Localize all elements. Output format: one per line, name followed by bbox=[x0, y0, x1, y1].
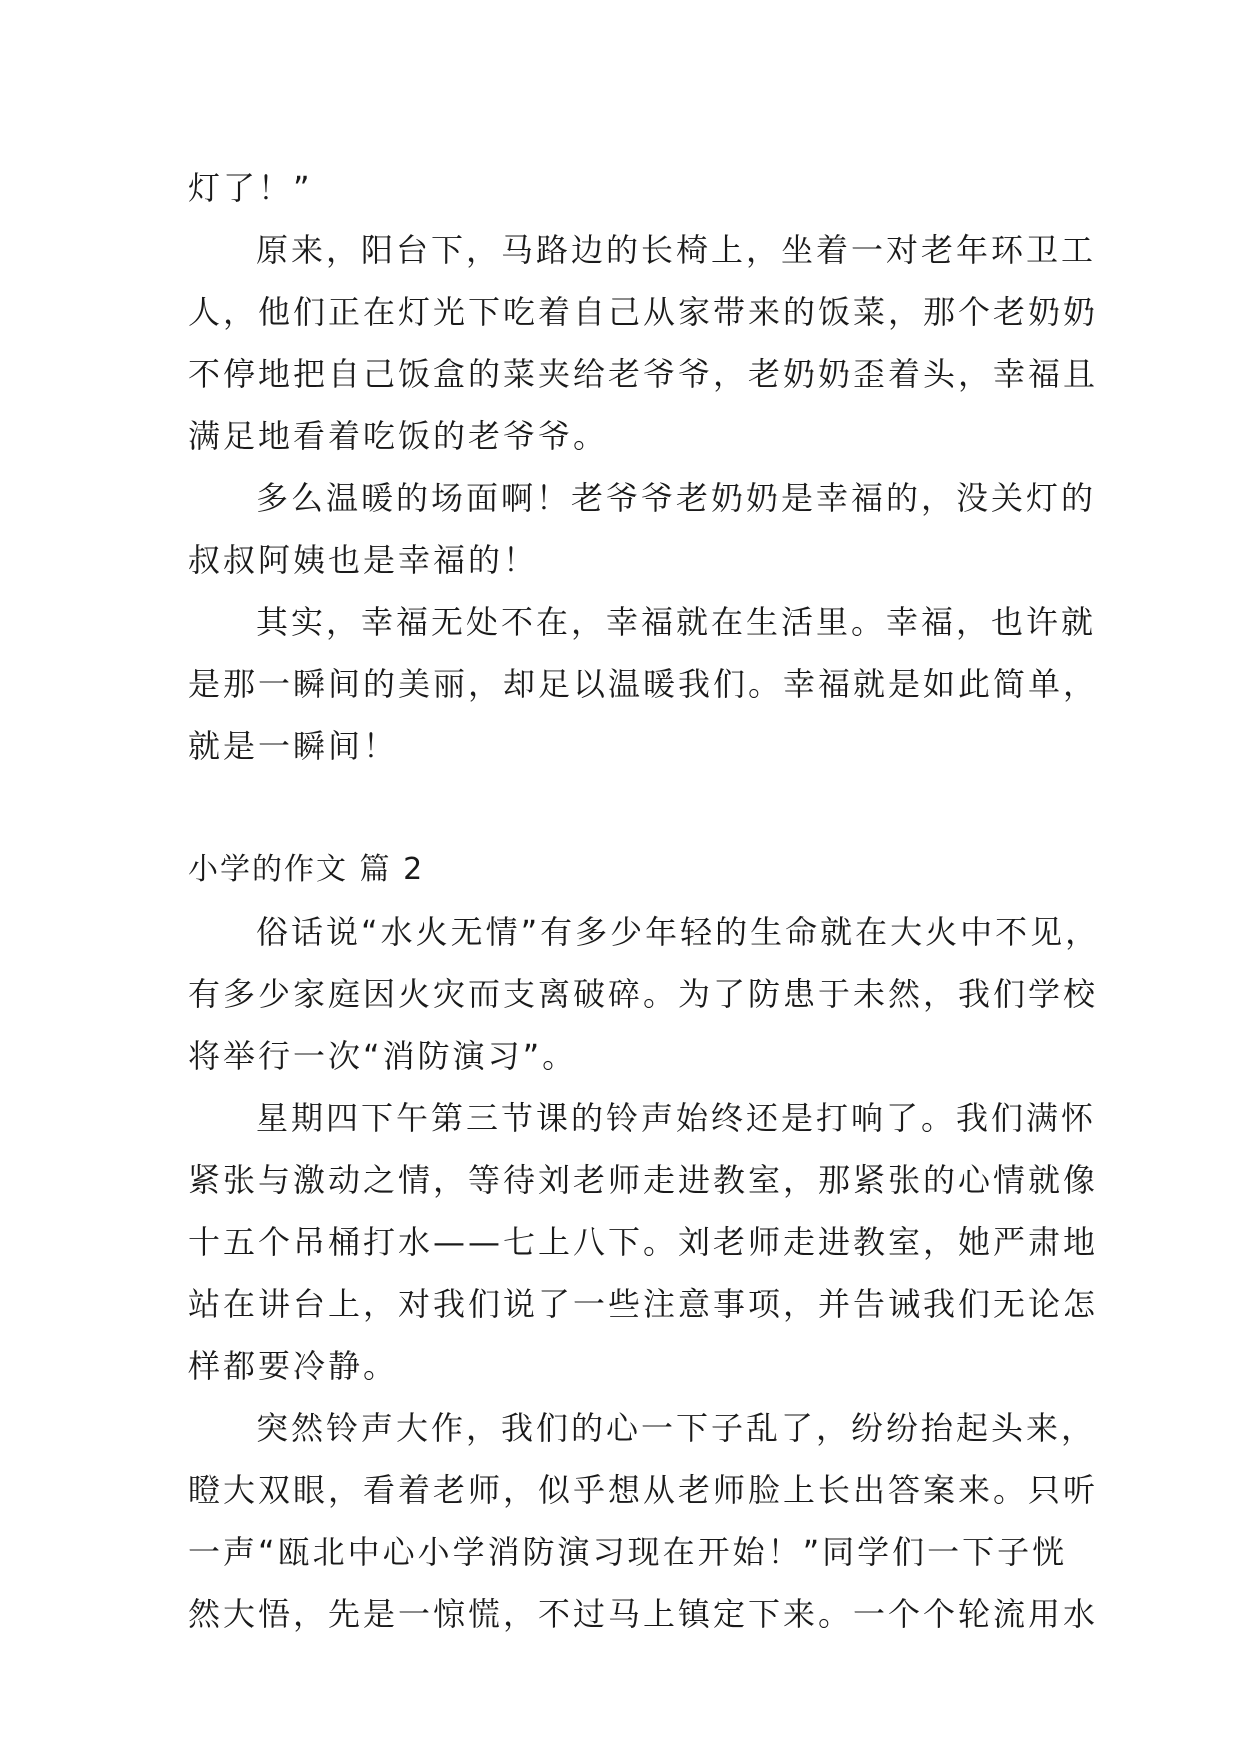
text-line: 有多少家庭因火灾而支离破碎。为了防患于未然，我们学校 bbox=[188, 975, 1099, 1013]
text-line: 人，他们正在灯光下吃着自己从家带来的饭菜，那个老奶奶 bbox=[188, 293, 1099, 331]
paragraph bbox=[188, 467, 1097, 591]
text-line: 就是一瞬间！ bbox=[188, 727, 399, 765]
text-line: 原来，阳台下，马路边的长椅上，坐着一对老年环卫工 bbox=[256, 231, 1097, 269]
text-line: 然大悟，先是一惊慌，不过马上镇定下来。一个个轮流用水 bbox=[188, 1595, 1099, 1633]
text-line: 多么温暖的场面啊！老爷爷老奶奶是幸福的，没关灯的 bbox=[256, 479, 1097, 517]
text-line: 紧张与激动之情，等待刘老师走进教室，那紧张的心情就像 bbox=[188, 1161, 1099, 1199]
text-line: 叔叔阿姨也是幸福的！ bbox=[188, 541, 539, 579]
text-line: 将举行一次“消防演习”。 bbox=[188, 1037, 578, 1075]
text-line: 俗话说“水火无情”有多少年轻的生命就在大火中不见， bbox=[256, 913, 1101, 951]
paragraph bbox=[188, 157, 1068, 219]
text-line: 不停地把自己饭盒的菜夹给老爷爷，老奶奶歪着头，幸福且 bbox=[188, 355, 1099, 393]
text-line: 突然铃声大作，我们的心一下子乱了，纷纷抬起头来， bbox=[256, 1409, 1097, 1447]
section-gap bbox=[188, 777, 1068, 839]
paragraph bbox=[188, 591, 1099, 777]
text-line: 其实，幸福无处不在，幸福就在生活里。幸福，也许就 bbox=[256, 603, 1097, 641]
document-body bbox=[188, 157, 1101, 1645]
text-line: 站在讲台上，对我们说了一些注意事项，并告诫我们无论怎 bbox=[188, 1285, 1099, 1323]
paragraph bbox=[188, 219, 1099, 467]
text-line: 是那一瞬间的美丽，却足以温暖我们。幸福就是如此简单， bbox=[188, 665, 1099, 703]
text-line: 满足地看着吃饭的老爷爷。 bbox=[188, 417, 609, 455]
text-line: 瞪大双眼，看着老师，似乎想从老师脸上长出答案来。只听 bbox=[188, 1471, 1099, 1509]
text-line: 灯了！” bbox=[188, 169, 313, 207]
text-line: 星期四下午第三节课的铃声始终还是打响了。我们满怀 bbox=[256, 1099, 1097, 1137]
text-line: 一声“瓯北中心小学消防演习现在开始！”同学们一下子恍 bbox=[188, 1533, 1068, 1571]
article-title: 小学的作文 篇 2 bbox=[188, 852, 425, 887]
text-line: 样都要冷静。 bbox=[188, 1347, 399, 1385]
paragraph bbox=[188, 901, 1101, 1087]
paragraph bbox=[188, 1397, 1099, 1645]
text-line: 十五个吊桶打水——七上八下。刘老师走进教室，她严肃地 bbox=[188, 1223, 1099, 1261]
paragraph bbox=[188, 1087, 1099, 1397]
